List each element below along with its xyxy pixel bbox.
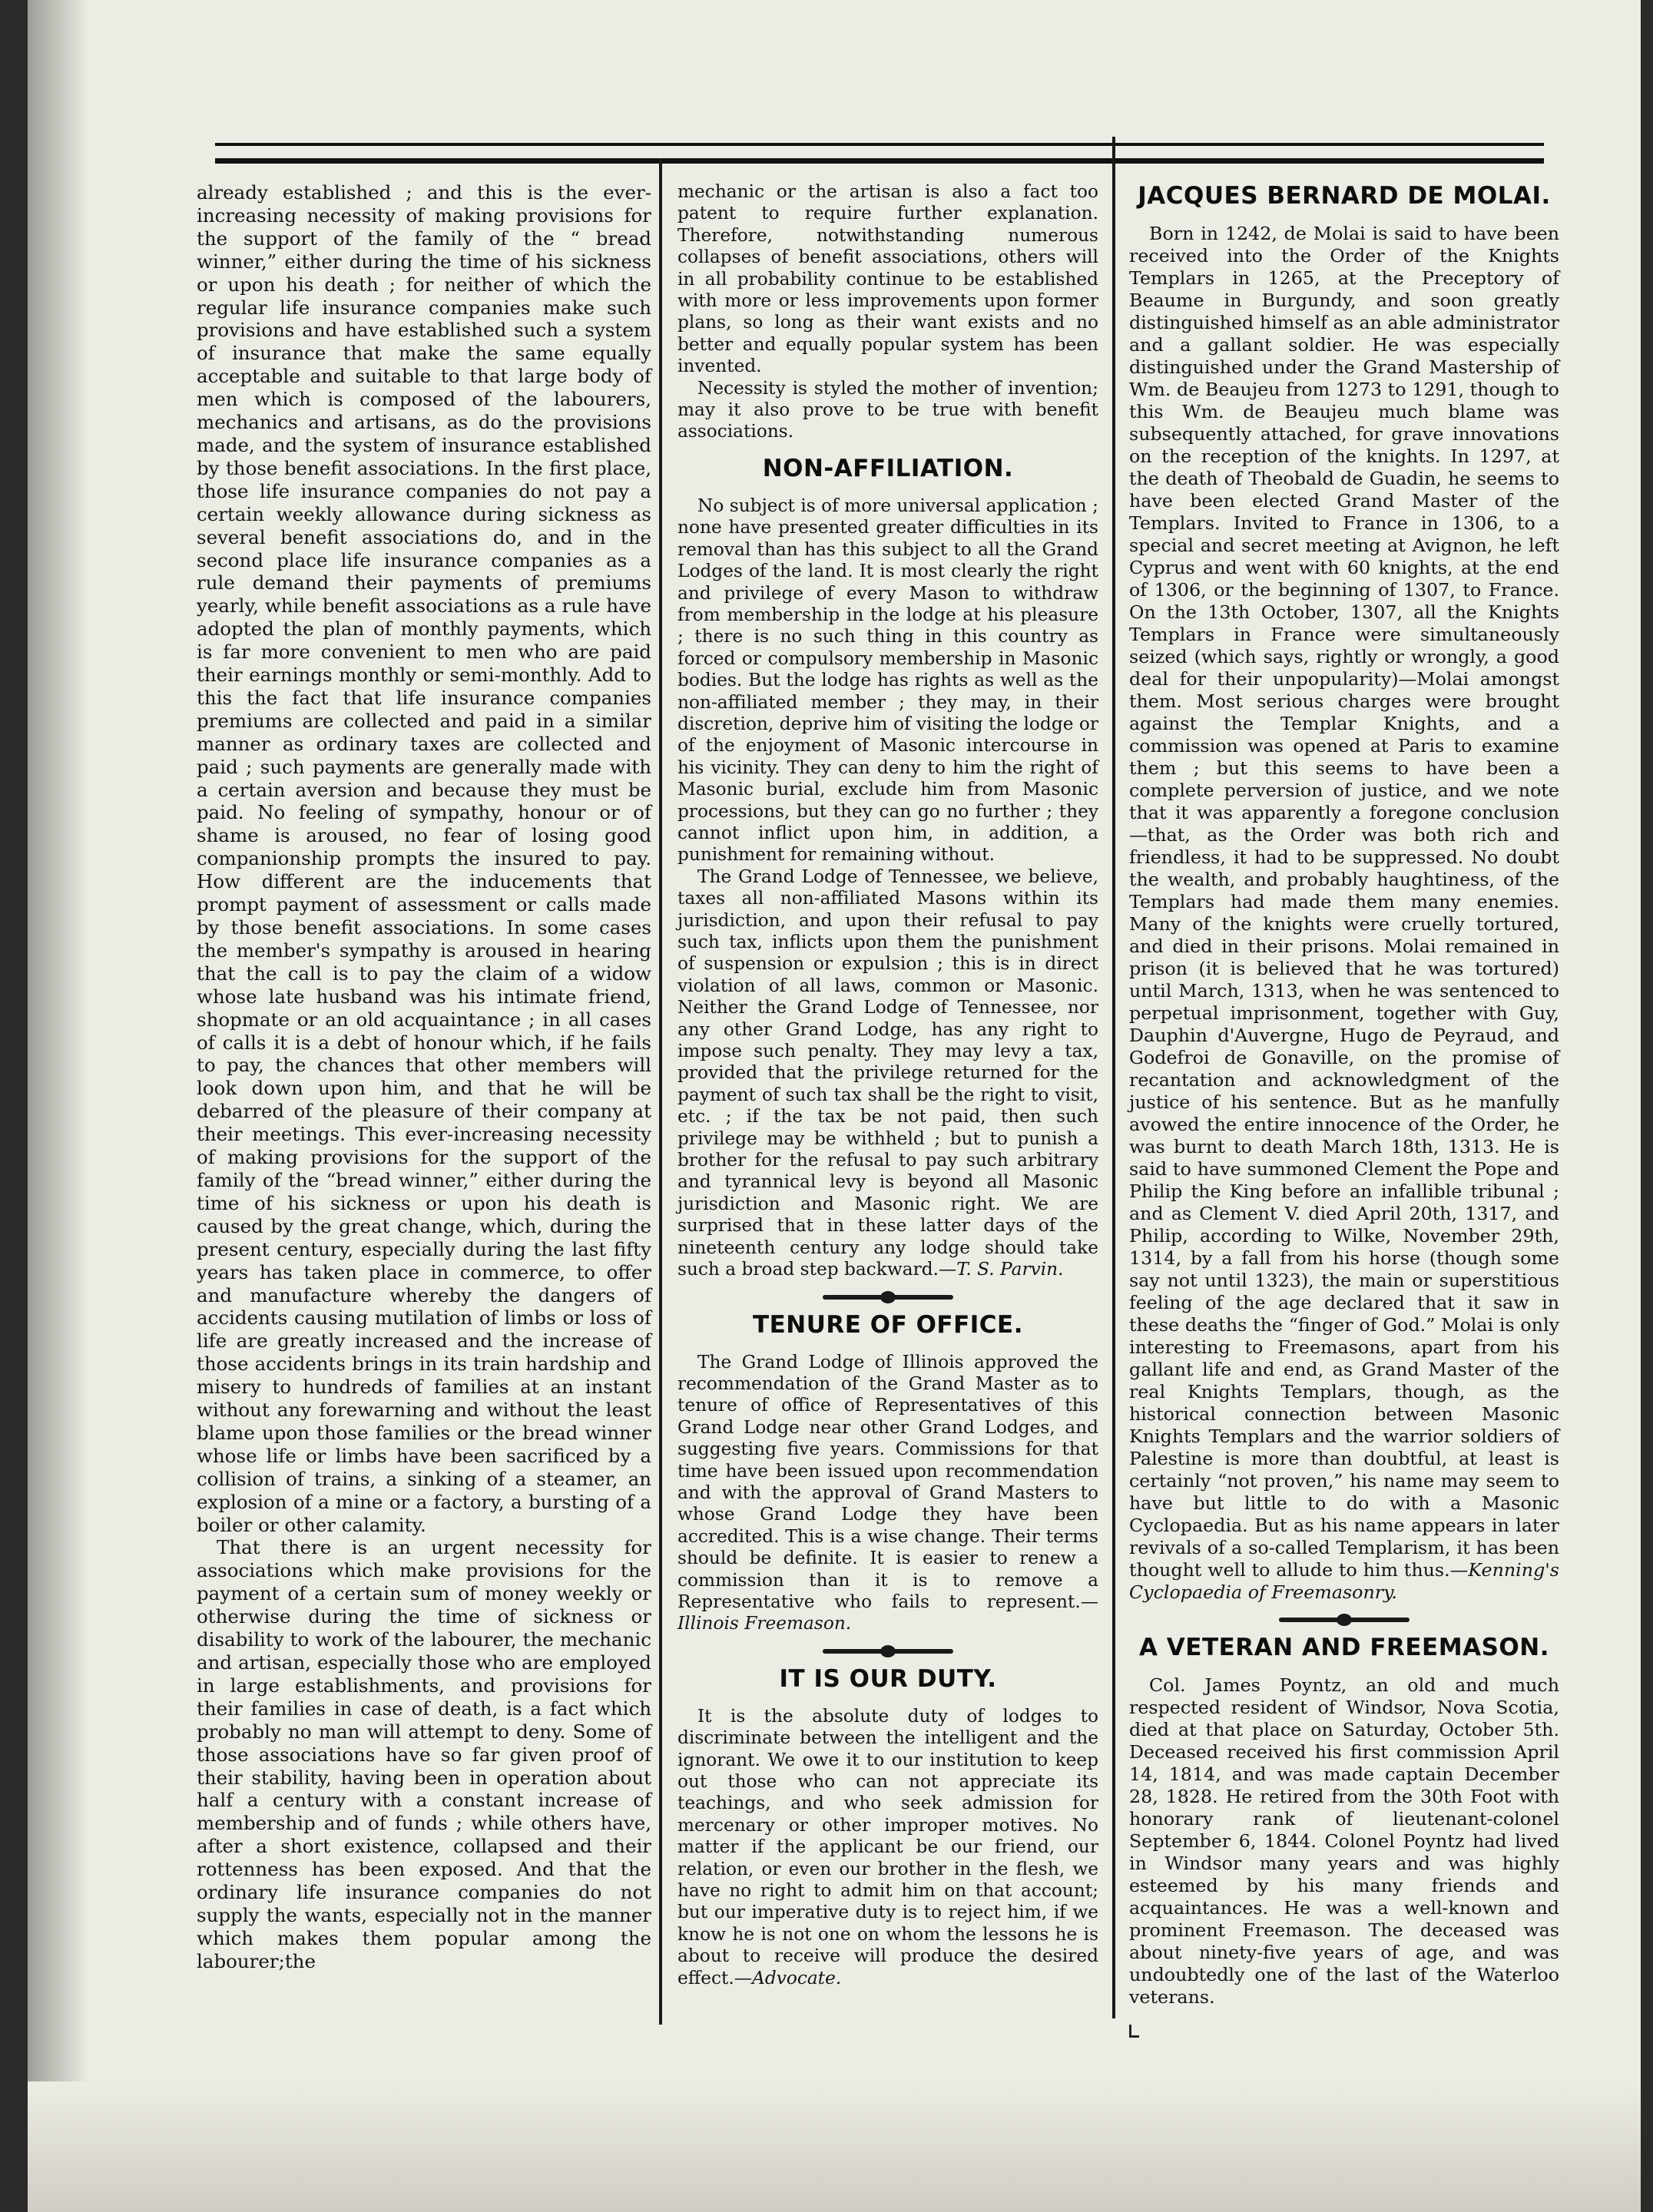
section-separator-ornament [823,1295,953,1300]
column-rule-2 [1112,137,1115,2018]
section-separator-ornament [823,1649,953,1654]
col1-paragraph-2: That there is an urgent necessity for associations which make provisions for the payment of a certain sum of money weekly or otherwise during the time of sickness or disability to work of the labourer, the mechanic and artisan, especially those who are employed in large establishments, and provisions for their families in case of death, is a fact which probably no man will attempt to deny. Some of those associations have so far given proof of their stability, having been in operation about half a century with a constant increase of membership and of funds ; while others have, after a short existence, collapsed and their rottenness has been exposed. And that the ordinary life insurance companies do not supply the wants, especially not in the manner which makes them popular among the labourer;the [197,1536,651,1972]
non-affiliation-paragraph-1: No subject is of more universal application ; none have presented greater difficulties in its removal than has this subject to all the Grand Lodges of the land. It is most clearly the right and privilege of every Mason to withdraw from membership in the lodge at his pleasure ; there is no such thing in this country as forced or compulsory membership in Masonic bodies. But the lodge has rights as well as the non-affiliated member ; they may, in their discretion, deprive him of visiting the lodge or of the enjoyment of Masonic intercourse in his vicinity. They can deny to him the right of Masonic burial, exclude him from Masonic processions, but they can go no further ; they cannot inflict upon him, in addition, a punishment for remaining without. [677,495,1098,866]
molai-source: —Kenning's Cyclopaedia of Freemasonry. [1129,1559,1559,1603]
non-affiliation-paragraph-2-text: The Grand Lodge of Tennessee, we believe, taxes all non-affiliated Masons within its jurisdiction, and upon their refusal to pay such tax, inflicts upon them the punishment of suspension or expulsion ; this is in direct violation of all laws, common or Masonic. Neither the Grand Lodge of Tennessee, nor any other Grand Lodge, has any right to impose such penalty. They may levy a tax, provided that the privilege returned for the payment of such tax shall be the right to visit, etc. ; if the tax be not paid, then such privilege may be withheld ; but to punish a brother for the refusal to pay such arbitrary and tyrannical levy is beyond all Masonic jurisdiction and Masonic right. We are surprised that in these latter days of the nineteenth century any lodge should take such a broad step backward. [677,866,1098,1280]
duty-paragraph-text: It is the absolute duty of lodges to discriminate between the intelligent and the ignorant. We owe it to our institution to keep out those who can not appreciate its teachings, and who seek admission for mercenary or other improper motives. No matter if the applicant be our friend, our relation, or even our brother in the flesh, we have no right to admit him on that account; but our imperative duty is to reject him, if we know he is not one on whom the lessons he is about to receive will produce the desired effect. [677,1705,1098,1988]
molai-heading: JACQUES BERNARD DE MOLAI. [1138,182,1551,210]
veteran-heading: A VETERAN AND FREEMASON. [1139,1634,1549,1661]
column-rule-1 [659,158,662,2025]
tenure-heading: TENURE OF OFFICE. [752,1310,1024,1339]
column-3 [1129,181,1559,2008]
duty-paragraph [677,1706,1098,1989]
duty-heading: IT IS OUR DUTY. [779,1664,997,1693]
col2-intro-paragraph-2: Necessity is styled the mother of invention; may it also prove to be true with benefit associations. [677,377,1098,442]
duty-source: —Advocate. [734,1967,842,1988]
col2-intro-paragraph-1: mechanic or the artisan is also a fact too patent to require further explanation. Therefore, notwithstanding numerous collapses of benefit associations, others will in all probability continue to be established with more or less improvements upon former plans, so long as their want exists and no better and equally popular system has been invented. [677,181,1098,377]
header-double-rule [215,143,1544,164]
section-separator-ornament [1279,1618,1410,1622]
molai-paragraph [1129,223,1559,1604]
non-affiliation-heading: NON-AFFILIATION. [762,454,1014,482]
veteran-paragraph: Col. James Poyntz, an old and much respected resident of Windsor, Nova Scotia, died at that place on Saturday, October 5th. Deceased received his first commission April 14, 1814, and was made captain December 28, 1828. He retired from the 30th Foot with honorary rank of lieutenant-colonel September 6, 1844. Colonel Poyntz had lived in Windsor many years and was highly esteemed by his many friends and acquaintances. He was a well-known and prominent Freemason. The deceased was about ninety-five years of age, and was undoubtedly one of the last of the Waterloo veterans. [1129,1674,1559,2008]
tenure-source: —Illinois Freemason. [677,1591,1098,1634]
molai-paragraph-text: Born in 1242, de Molai is said to have been received into the Order of the Knights Templars in 1265, at the Preceptory of Beaume in Burgundy, and soon greatly distinguished himself as an able administrator and a gallant soldier. He was especially distinguished under the Grand Mastership of Wm. de Beaujeu from 1273 to 1291, though to this Wm. de Beaujeu much blame was subsequently attached, for grave innovations on the reception of the knights. In 1297, at the death of Theobald de Guadin, he seems to have been elected Grand Master of the Templars. Invited to France in 1306, to a special and secret meeting at Avignon, he left Cyprus and went with 60 knights, at the end of 1306, or the beginning of 1307, to France. On the 13th October, 1307, all the Knights Templars in France were simultaneously seized (which says, rightly or wrongly, a good deal for their unpopularity)—Molai amongst them. Most serious charges were brought against the Templar Knights, and a commission was opened at Paris to examine them ; but this seems to have been a complete perversion of justice, and we note that it was apparently a foregone conclusion—that, as the Order was both rich and friendless, it had to be suppressed. No doubt the wealth, and probably haughtiness, of the Templars had made them many enemies. Many of the knights were cruelly tortured, and died in their prisons. Molai remained in prison (it is believed that he was tortured) until March, 1313, when he was sentenced to perpetual imprisonment, together with Guy, Dauphin d'Auvergne, Hugo de Peyraud, and Godefroi de Gonaville, on the promise of recantation and acknowledgment of the justice of his sentence. But as he manfully avowed the entire innocence of the Order, he was burnt to death March 18th, 1313. He is said to have summoned Clement the Pope and Philip the King before an infallible tribunal ; and as Clement V. died April 20th, 1317, and Philip, according to Wilke, November 29th, 1314, by a fall from his horse (though some say not until 1323), the main or superstitious feeling of the age declared that it saw in these deaths the “finger of God.” Molai is only interesting to Freemasons, apart from his gallant life and end, as Grand Master of the real Knights Templars, though, as the historical connection between Masonic Knights Templars and the warrior soldiers of Palestine is more than doubtful, at least is certainly “not proven,” his name may seem to have but little to do with a Masonic Cyclopaedia. But as his name appears in later revivals of a so-called Templarism, it has been thought well to allude to him thus. [1129,223,1559,1581]
col1-paragraph-1: already established ; and this is the ever-increasing necessity of making provisions for the support of the family of the “ bread winner,” either during the time of his sickness or upon his death ; for neither of which the regular life insurance companies make such provisions and have established such a system of insurance that make the same equally acceptable and suitable to that large body of men which is composed of the labourers, mechanics and artisans, as do the provisions made, and the system of insurance established by those benefit associations. In the first place, those life insurance companies do not pay a certain weekly allowance during sickness as several benefit associations do, and in the second place life insurance companies as a rule demand their payments of premiums yearly, while benefit associations as a rule have adopted the plan of monthly payments, which is far more convenient to men who are paid their earnings monthly or semi-monthly. Add to this the fact that life insurance companies premiums are collected and paid in a similar manner as ordinary taxes are collected and paid ; such payments are generally made with a certain aversion and because they must be paid. No feeling of sympathy, honour or of shame is aroused, no fear of losing good companionship prompts the insured to pay. How different are the inducements that prompt payment of assessment or calls made by those benefit associations. In some cases the member's sympathy is aroused in hearing that the call is to pay the claim of a widow whose late husband was his intimate friend, shopmate or an old acquaintance ; in all cases of calls it is a debt of honour which, if he fails to pay, the chances that other members will look down upon him, and that he will be debarred of the pleasure of their company at their meetings. This ever-increasing necessity of making provisions for the support of the family of the “bread winner,” either during the time of his sickness or upon his death is caused by the great change, which, during the present century, especially during the last fifty years has taken place in commerce, to offer and manufacture whereby the dangers of accidents causing mutilation of limbs or loss of life are greatly increased and the increase of those accidents brings in its train hardship and misery to hundreds of families at an instant without any forewarning and without the least blame upon those families or the bread winner whose life or limbs have been sacrificed by a collision of trains, a sinking of a steamer, an explosion of a mine or a factory, a bursting of a boiler or other calamity. [197,181,651,1536]
page-bottom-shadow [28,2081,1641,2212]
page-gutter-shadow [28,0,89,2212]
tenure-paragraph-text: The Grand Lodge of Illinois approved the recommendation of the Grand Master as to tenure of office of Representatives of this Grand Lodge near other Grand Lodges, and suggesting five years. Commissions for that time have been issued upon recommendation and with the approval of Grand Masters to whose Grand Lodge they have been accredited. This is a wise change. Their terms should be definite. It is easier to renew a commission than it is to remove a Representative who fails to represent. [677,1351,1098,1612]
non-affiliation-paragraph-2 [677,866,1098,1281]
column-2 [677,181,1098,1989]
corner-mark [1129,2025,1139,2038]
column-1 [197,181,651,1973]
non-affiliation-source: —T. S. Parvin. [939,1259,1064,1280]
tenure-paragraph [677,1352,1098,1635]
